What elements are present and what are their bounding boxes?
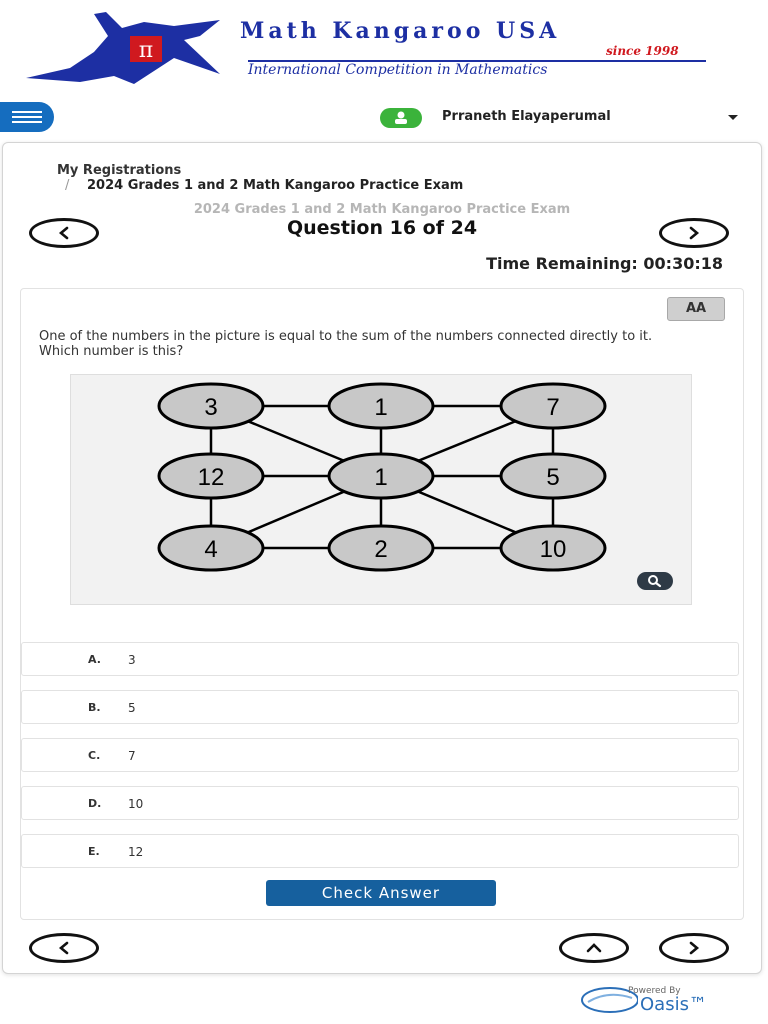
option-letter: B. <box>88 701 101 714</box>
zoom-image-button[interactable] <box>637 572 673 590</box>
answer-option-e[interactable] <box>21 834 739 868</box>
option-value: 7 <box>128 749 136 763</box>
graph-node-label: 7 <box>546 394 560 421</box>
hamburger-menu-button[interactable] <box>0 102 54 132</box>
scroll-top-button[interactable] <box>559 933 629 963</box>
option-letter: D. <box>88 797 102 810</box>
powered-by-oasis[interactable] <box>578 984 734 1014</box>
graph-node-label: 10 <box>539 536 567 563</box>
logo-pi-symbol: π <box>138 38 154 63</box>
prev-question-button[interactable] <box>29 218 99 248</box>
powered-by-label: Powered By <box>628 986 681 996</box>
brand-subtitle: International Competition in Mathematics <box>248 62 548 78</box>
chevron-left-icon <box>55 226 73 240</box>
bottom-next-button[interactable] <box>659 933 729 963</box>
brand-since: since 1998 <box>606 44 679 58</box>
answer-option-c[interactable] <box>21 738 739 772</box>
graph-node-label: 3 <box>204 394 218 421</box>
menu-icon <box>12 111 42 113</box>
chevron-right-icon <box>685 941 703 955</box>
graph-node-label: 2 <box>374 536 388 563</box>
breadcrumb-current: 2024 Grades 1 and 2 Math Kangaroo Practice Exam <box>87 178 464 193</box>
chevron-up-icon <box>585 941 603 955</box>
breadcrumb-separator: / <box>65 178 70 193</box>
answer-option-a[interactable] <box>21 642 739 676</box>
check-answer-button[interactable]: Check Answer <box>266 880 496 906</box>
answer-option-d[interactable] <box>21 786 739 820</box>
option-value: 10 <box>128 797 144 811</box>
site-header <box>0 0 768 140</box>
chevron-right-icon <box>685 226 703 240</box>
option-value: 3 <box>128 653 136 667</box>
graph-node-label: 1 <box>374 464 388 491</box>
graph-node-label: 4 <box>204 536 218 563</box>
brand-title: Math Kangaroo USA <box>240 18 561 44</box>
next-question-button[interactable] <box>659 218 729 248</box>
question-box <box>20 288 744 920</box>
user-icon[interactable] <box>380 108 422 128</box>
option-letter: E. <box>88 845 100 858</box>
option-letter: A. <box>88 653 101 666</box>
question-counter: Question 16 of 24 <box>286 217 478 239</box>
graph-node-label: 1 <box>374 394 388 421</box>
kangaroo-logo[interactable] <box>24 6 224 96</box>
number-graph <box>71 375 691 604</box>
answer-option-b[interactable] <box>21 690 739 724</box>
bottom-prev-button[interactable] <box>29 933 99 963</box>
exam-subtitle: 2024 Grades 1 and 2 Math Kangaroo Practice Exam <box>193 202 571 217</box>
font-size-button[interactable]: AA <box>667 297 725 321</box>
chevron-left-icon <box>55 941 73 955</box>
magnifier-icon <box>637 572 673 590</box>
option-value: 5 <box>128 701 136 715</box>
option-value: 12 <box>128 845 144 859</box>
user-dropdown-caret-icon[interactable] <box>728 115 738 120</box>
powered-by-name: Oasis™ <box>640 994 707 1015</box>
question-text: One of the numbers in the picture is equal to the sum of the numbers connected directly to it. Which number is this? <box>39 329 653 359</box>
user-name[interactable]: Prraneth Elayaperumal <box>442 109 611 124</box>
breadcrumb-my-registrations[interactable]: My Registrations <box>57 163 182 178</box>
time-remaining: Time Remaining: 00:30:18 <box>486 254 723 273</box>
graph-node-label: 12 <box>197 464 225 491</box>
question-figure <box>70 374 692 605</box>
graph-node-label: 5 <box>546 464 560 491</box>
option-letter: C. <box>88 749 101 762</box>
exam-card <box>2 142 762 974</box>
